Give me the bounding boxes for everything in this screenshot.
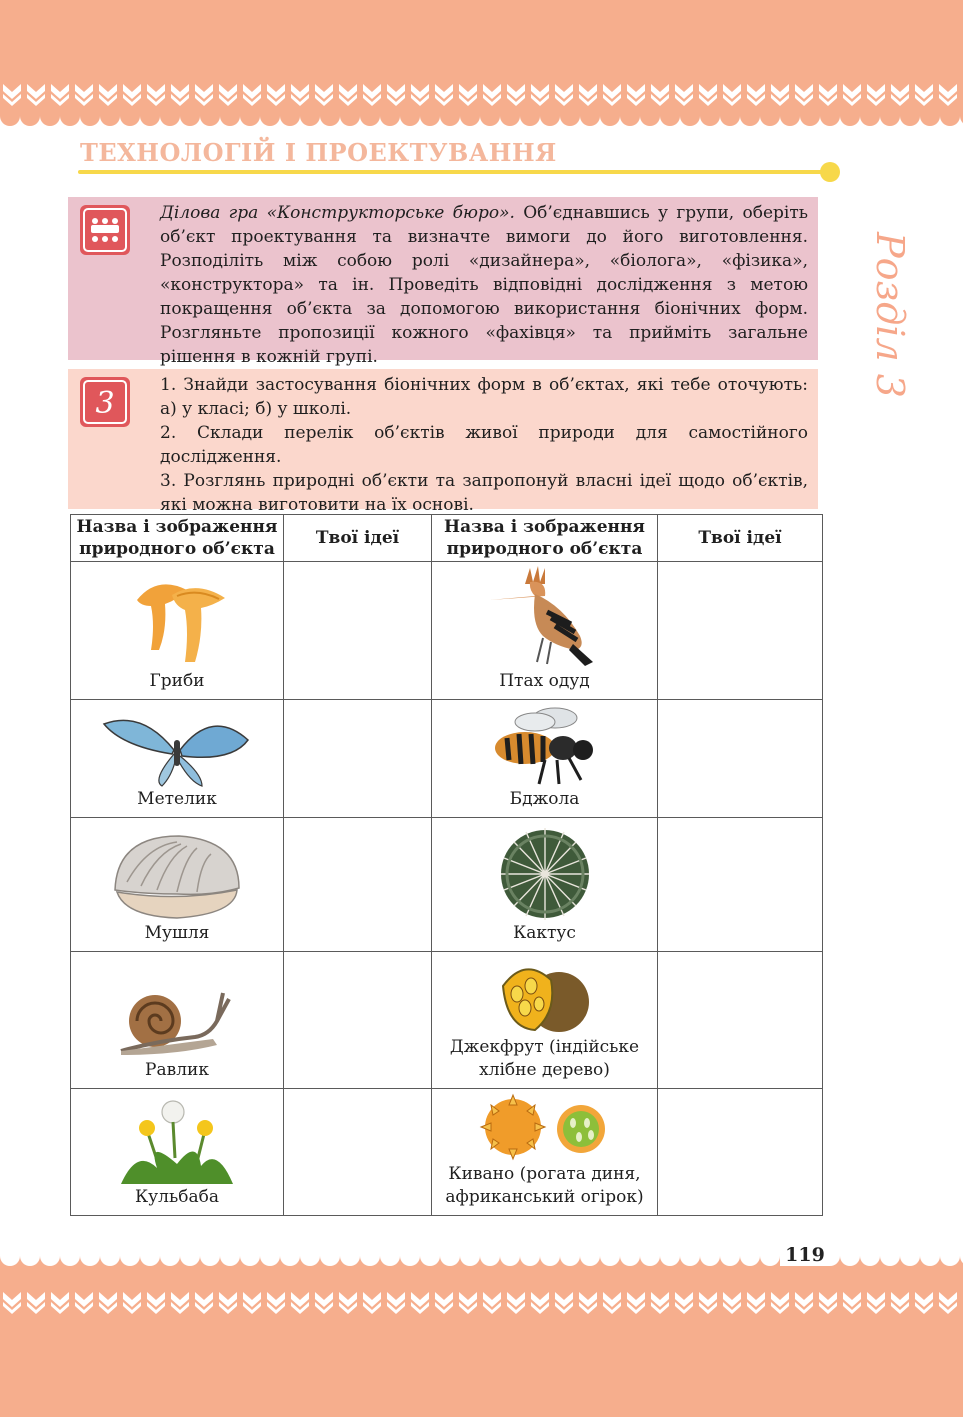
- nature-objects-table: [70, 514, 823, 1216]
- table-cell: [432, 952, 658, 1089]
- table-header-cell: Назва і зображення природного об’єкта: [71, 515, 284, 562]
- business-game-box: [68, 197, 818, 367]
- scallop-edge-top: [0, 106, 963, 128]
- bottom-decorative-band: [0, 1248, 963, 1417]
- object-name: Метелик: [137, 789, 217, 809]
- header-line-dot: [820, 162, 840, 182]
- object-name: Кивано (рогата диня, африканський огірок): [445, 1164, 644, 1207]
- ideas-cell[interactable]: [658, 562, 823, 700]
- business-game-body: Об’єднавшись у групи, оберіть об’єкт проектування та визначте вимоги до його виготовлення. Розподіліть між собою ролі «дизайнера», «біолога», «фізика», «конструктора» та ін. Проведіть відповідні дослідження з метою покращення об’єкта за допомогою використання біонічних форм. Розгляньте пропозиції кожного «фахівця» та прийміть загальне рішення в кожній групі.: [160, 203, 808, 367]
- ideas-cell[interactable]: [284, 952, 432, 1089]
- hoopoe-bird-icon: [485, 566, 605, 670]
- table-row: [71, 700, 823, 818]
- chevron-pattern-top: [0, 80, 963, 106]
- section-side-label: Розділ 3: [868, 232, 912, 398]
- top-decorative-band: [0, 0, 963, 126]
- table-cell: [432, 818, 658, 952]
- table-row: [71, 562, 823, 700]
- table-header-cell: Твої ідеї: [658, 515, 823, 562]
- task-item: 3. Розглянь природні об’єкти та запропонуй власні ідеї щодо об’єктів, які можна виготовити на їх основі.: [160, 471, 808, 515]
- header-underline: [78, 170, 830, 174]
- cactus-icon: [490, 822, 600, 922]
- table-cell: [71, 818, 284, 952]
- page-number: 119: [780, 1244, 830, 1266]
- butterfly-icon: [102, 710, 252, 788]
- object-name: Кульбаба: [135, 1187, 219, 1207]
- seashell-icon: [107, 832, 247, 922]
- jackfruit-icon: [495, 956, 595, 1036]
- object-name: Гриби: [149, 671, 205, 691]
- ideas-cell[interactable]: [284, 818, 432, 952]
- ideas-cell[interactable]: [658, 1089, 823, 1216]
- table-cell: [71, 562, 284, 700]
- ideas-cell[interactable]: [284, 562, 432, 700]
- snail-icon: [117, 985, 237, 1059]
- section-header-title: ТЕХНОЛОГІЙ І ПРОЕКТУВАННЯ: [80, 138, 557, 167]
- dandelion-icon: [117, 1098, 237, 1186]
- ideas-cell[interactable]: [658, 818, 823, 952]
- ideas-cell[interactable]: [658, 952, 823, 1089]
- table-header-cell: Назва і зображення природного об’єкта: [432, 515, 658, 562]
- tasks-text: [160, 373, 808, 517]
- tasks-number-3-icon: [80, 377, 130, 427]
- chanterelle-mushroom-icon: [117, 570, 237, 670]
- object-name: Птах одуд: [499, 671, 590, 691]
- table-cell: [432, 1089, 658, 1216]
- table-cell: [71, 952, 284, 1089]
- kiwano-icon: [475, 1093, 615, 1163]
- table-cell: [432, 700, 658, 818]
- chevron-pattern-bottom: [0, 1288, 963, 1314]
- task-item: 2. Склади перелік об’єктів живої природи для самостійного дослідження.: [160, 423, 808, 467]
- object-name: Бджола: [509, 789, 580, 809]
- ideas-cell[interactable]: [658, 700, 823, 818]
- table-cell: [71, 700, 284, 818]
- tasks-box: [68, 369, 818, 515]
- table-header-row: [71, 515, 823, 562]
- ideas-cell[interactable]: [284, 700, 432, 818]
- object-name: Джекфрут (індійське хлібне дерево): [449, 1037, 640, 1080]
- svg-text:3: 3: [95, 386, 115, 421]
- table-row: [71, 952, 823, 1089]
- table-cell: [71, 1089, 284, 1216]
- bee-icon: [485, 704, 605, 788]
- object-name: Равлик: [145, 1060, 209, 1080]
- ideas-cell[interactable]: [284, 1089, 432, 1216]
- table-row: [71, 1089, 823, 1216]
- business-game-text: [160, 201, 808, 369]
- business-game-title: Ділова гра «Конструкторське бюро».: [160, 203, 515, 223]
- object-name: Кактус: [513, 923, 576, 943]
- object-name: Мушля: [144, 923, 210, 943]
- group-meeting-icon: [80, 205, 130, 255]
- table-cell: [432, 562, 658, 700]
- table-row: [71, 818, 823, 952]
- task-item: 1. Знайди застосування біонічних форм в об’єктах, які тебе оточують: а) у класі; б) у школі.: [160, 375, 808, 419]
- table-header-cell: Твої ідеї: [284, 515, 432, 562]
